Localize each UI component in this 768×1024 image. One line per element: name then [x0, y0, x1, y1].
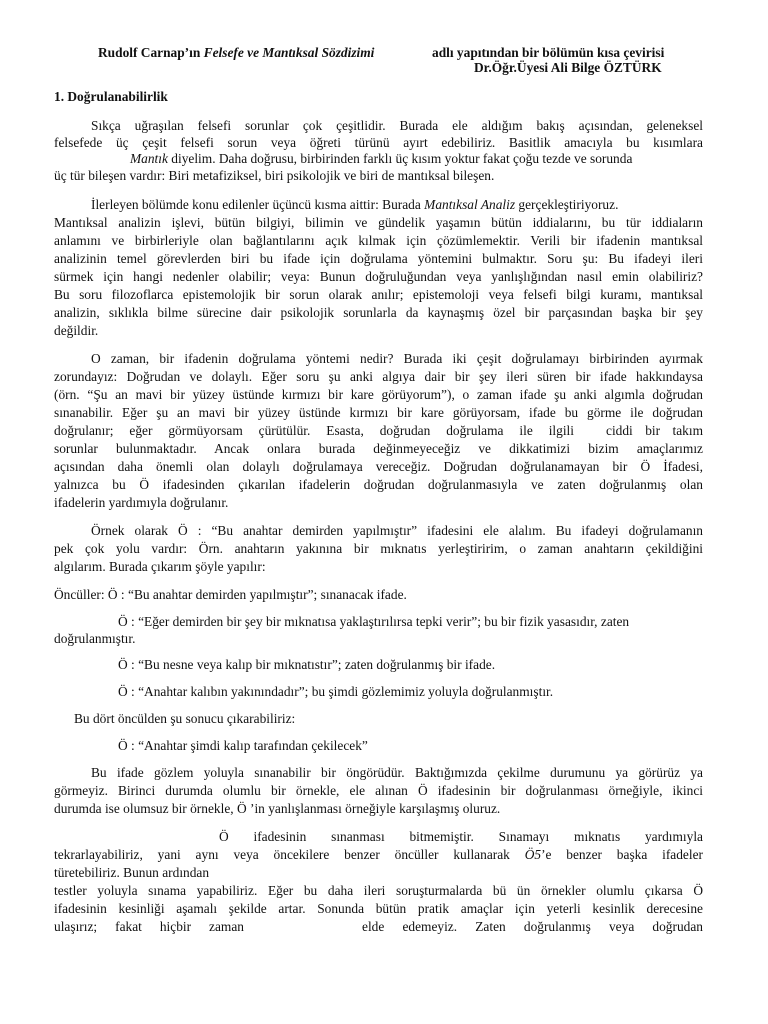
p5-line-3: durumda ise olumsuz bir örnekle, Ö ’in yanlışlanması örneğiyle karşılaşmış oluruz. [54, 801, 501, 816]
p2-line-3: anlamını ve birbirleriyle olan bağlantılarını açık kılmak için çözümlemektir. Verili bir ifadenin mantıksal [54, 233, 703, 248]
p3-line-2: zorundayız: Doğrudan ve dolaylı. Eğer soru şu anki algıya dair bir şey ileri süren bir ifade hakkındaysa [54, 369, 703, 384]
p2-line-8: değildir. [54, 323, 99, 338]
p2-italic-analiz: Mantıksal Analiz [424, 197, 516, 212]
p3-line-4: sınanabilir. Eğer şu an mavi bir yüzey üstünde kırmızı bir kare görüyorsam, ifade bu görme ile doğrudan [54, 405, 703, 420]
header-translator: Dr.Öğr.Üyesi Ali Bilge ÖZTÜRK [474, 60, 662, 75]
p3-line-3: (örn. “Şu an mavi bir yüzey üstünde kırmızı bir kare görüyorum”), o zaman ifade şu anki algımla doğrudan [54, 387, 703, 402]
p2-line-5: sürmek için hangi nedenler olabilir; veya: Bunun doğruluğundan veya yanlışlığından nasıl emin olabiliriz? [54, 269, 703, 284]
p5-line-1: Bu ifade gözlem yoluyla sınanabilir bir öngörüdür. Baktığımızda çekilme durumunu ya görürüz ya [91, 765, 703, 780]
p6-line-5: ifadesinin kesinliği aşamalı şekilde artar. Sonunda bütün pratik amaçlar için yeterli kesinlik derecesine [54, 901, 703, 916]
p6-line-4: testler yoluyla sınama yapabiliriz. Eğer bu daha ileri soruşturmalarda bü ün örnekler olumlu çıkarsa Ö [54, 883, 703, 898]
p6-line-1: Ö ifadesinin sınanması bitmemiştir. Sınamayı mıknatıs yardımıyla [219, 829, 703, 844]
p4-line-3: algılarım. Burada çıkarım şöyle yapılır: [54, 559, 266, 574]
p6-line-2 [54, 846, 703, 863]
p6-line-6a: ulaşırız; fakat hiçbir zaman [54, 919, 244, 934]
p1-line-3-rest: diyelim. Daha doğrusu, birbirinden farklı üç kısım yoktur fakat çoğu tezde ve sorunda [167, 151, 633, 166]
premises-result: Ö : “Anahtar şimdi kalıp tarafından çekilecek” [118, 738, 368, 753]
header-line-1 [98, 44, 374, 61]
p3-line-7: açısından daha önemli olan dolaylı doğrulamaya vereceğiz. Doğrudan doğrulanamayan bir Ö İfadesi, [54, 459, 703, 474]
p2-line-1b: gerçekleştiriyoruz. [515, 197, 619, 212]
p3-line-1: O zaman, bir ifadenin doğrulama yöntemi nedir? Burada iki çeşit doğrulamayı birbirinden ayırmak [91, 351, 703, 366]
p3-line-6: sorunlar bulunmaktadır. Ancak onlara burada değinmeyeceğiz ve dikkatimizi bizim amaçlarımız [54, 441, 703, 456]
header-book-title: Felsefe ve Mantıksal Sözdizimi [203, 45, 375, 60]
premise-3: Ö : “Bu nesne veya kalıp bir mıknatıstır”; zaten doğrulanmış bir ifade. [118, 657, 496, 672]
premise-4: Ö : “Anahtar kalıbın yakınındadır”; bu şimdi gözlemimiz yoluyla doğrulanmıştır. [118, 684, 554, 699]
p2-line-7: analizin, sıklıkla bilme sürecine dair psikolojik sorunlarla da kaynaşmış özel bir parçasından başka bir şey [54, 305, 703, 320]
p1-line-3 [130, 150, 632, 167]
p2-line-2: Mantıksal analizin işlevi, bütün bilgiyi, bilimin ve gündelik yaşamın bütün iddialarını, bu tür iddiaların [54, 215, 703, 230]
p6-line-3: türetebiliriz. Bunun ardından [54, 865, 210, 880]
header-line-1-end: adlı yapıtından bir bölümün kısa çevirisi [432, 45, 665, 60]
premise-2a: Ö : “Eğer demirden bir şey bir mıknatısa yaklaştırılırsa tepki verir”; bu bir fizik yasasıdır, zaten [118, 614, 630, 629]
p3-line-5a: doğrulanır; eğer görmüyorsam çürütülür. Esasta, doğrudan doğrulama ile ilgili [54, 423, 574, 438]
p3-line-9: ifadelerin yardımıyla doğrulanır. [54, 495, 229, 510]
header-author-text: Rudolf Carnap’ın [98, 45, 204, 60]
p2-line-6: Bu soru filozoflarca epistemolojik bir sorun olarak anılır; epistemoloji veya felsefi bilgi kuramı, mantıksal [54, 287, 703, 302]
p1-line-2: felsefede üç çeşit felsefi sorun veya öğreti türünü ayırt edebiliriz. Basitlik amacıyla bu kısımlara [54, 135, 703, 150]
premise-2b: doğrulanmıştır. [54, 631, 136, 646]
p4-line-1: Örnek olarak Ö : “Bu anahtar demirden yapılmıştır” ifadesini ele alalım. Bu ifadeyi doğrulamanın [91, 523, 703, 538]
p6-line-2a: tekrarlayabiliriz, yani aynı veya öncekilere benzer öncüller kullanarak [54, 847, 525, 862]
p2-line-4: analizinin temel görevlerden biri bu ifade için doğrulama yöntemini bulmaktır. Soru şu: Bu ifadeyi ileri [54, 251, 703, 266]
section-title: 1. Doğrulanabilirlik [54, 89, 168, 104]
p2-line-1 [91, 196, 618, 213]
p6-line-2b: ’e benzer başka ifadeler [541, 847, 704, 862]
p6-italic-o5: Ö5 [524, 847, 542, 862]
p1-line-4: üç tür bileşen vardır: Biri metafiziksel, biri psikolojik ve biri de mantıksal bileşen. [54, 168, 495, 183]
p1-italic-mantik: Mantık [130, 151, 168, 166]
premise-1: Öncüller: Ö : “Bu anahtar demirden yapılmıştır”; sınanacak ifade. [54, 587, 407, 602]
p4-line-2: pek çok yolu vardır: Örn. anahtarın yakınına bir mıknatıs yerleştiririm, o zaman anahtarın çekildiğini [54, 541, 703, 556]
p3-line-8: yalnızca bu Ö ifadesinden çıkarılan ifadelerin doğrudan doğrulanmasıyla ve zaten doğrulanmış olan [54, 477, 703, 492]
p5-line-2: görmeyiz. Birinci durumda olumlu bir örnekle, ele alınan Ö ifadesinin bir doğrulanması örneğiyle, ikinci [54, 783, 703, 798]
p6-line-6b: elde edemeyiz. Zaten doğrulanmış veya doğrudan [362, 919, 703, 934]
p1-line-1: Sıkça uğraşılan felsefi sorunlar çok çeşitlidir. Burada ele aldığım bakış açısından, geleneksel [91, 118, 703, 133]
premises-conclude: Bu dört öncülden şu sonucu çıkarabiliriz: [74, 711, 296, 726]
p2-line-1a: İlerleyen bölümde konu edilenler üçüncü kısma aittir: Burada [91, 197, 425, 212]
p3-line-5b: ciddi bir takım [606, 423, 703, 438]
